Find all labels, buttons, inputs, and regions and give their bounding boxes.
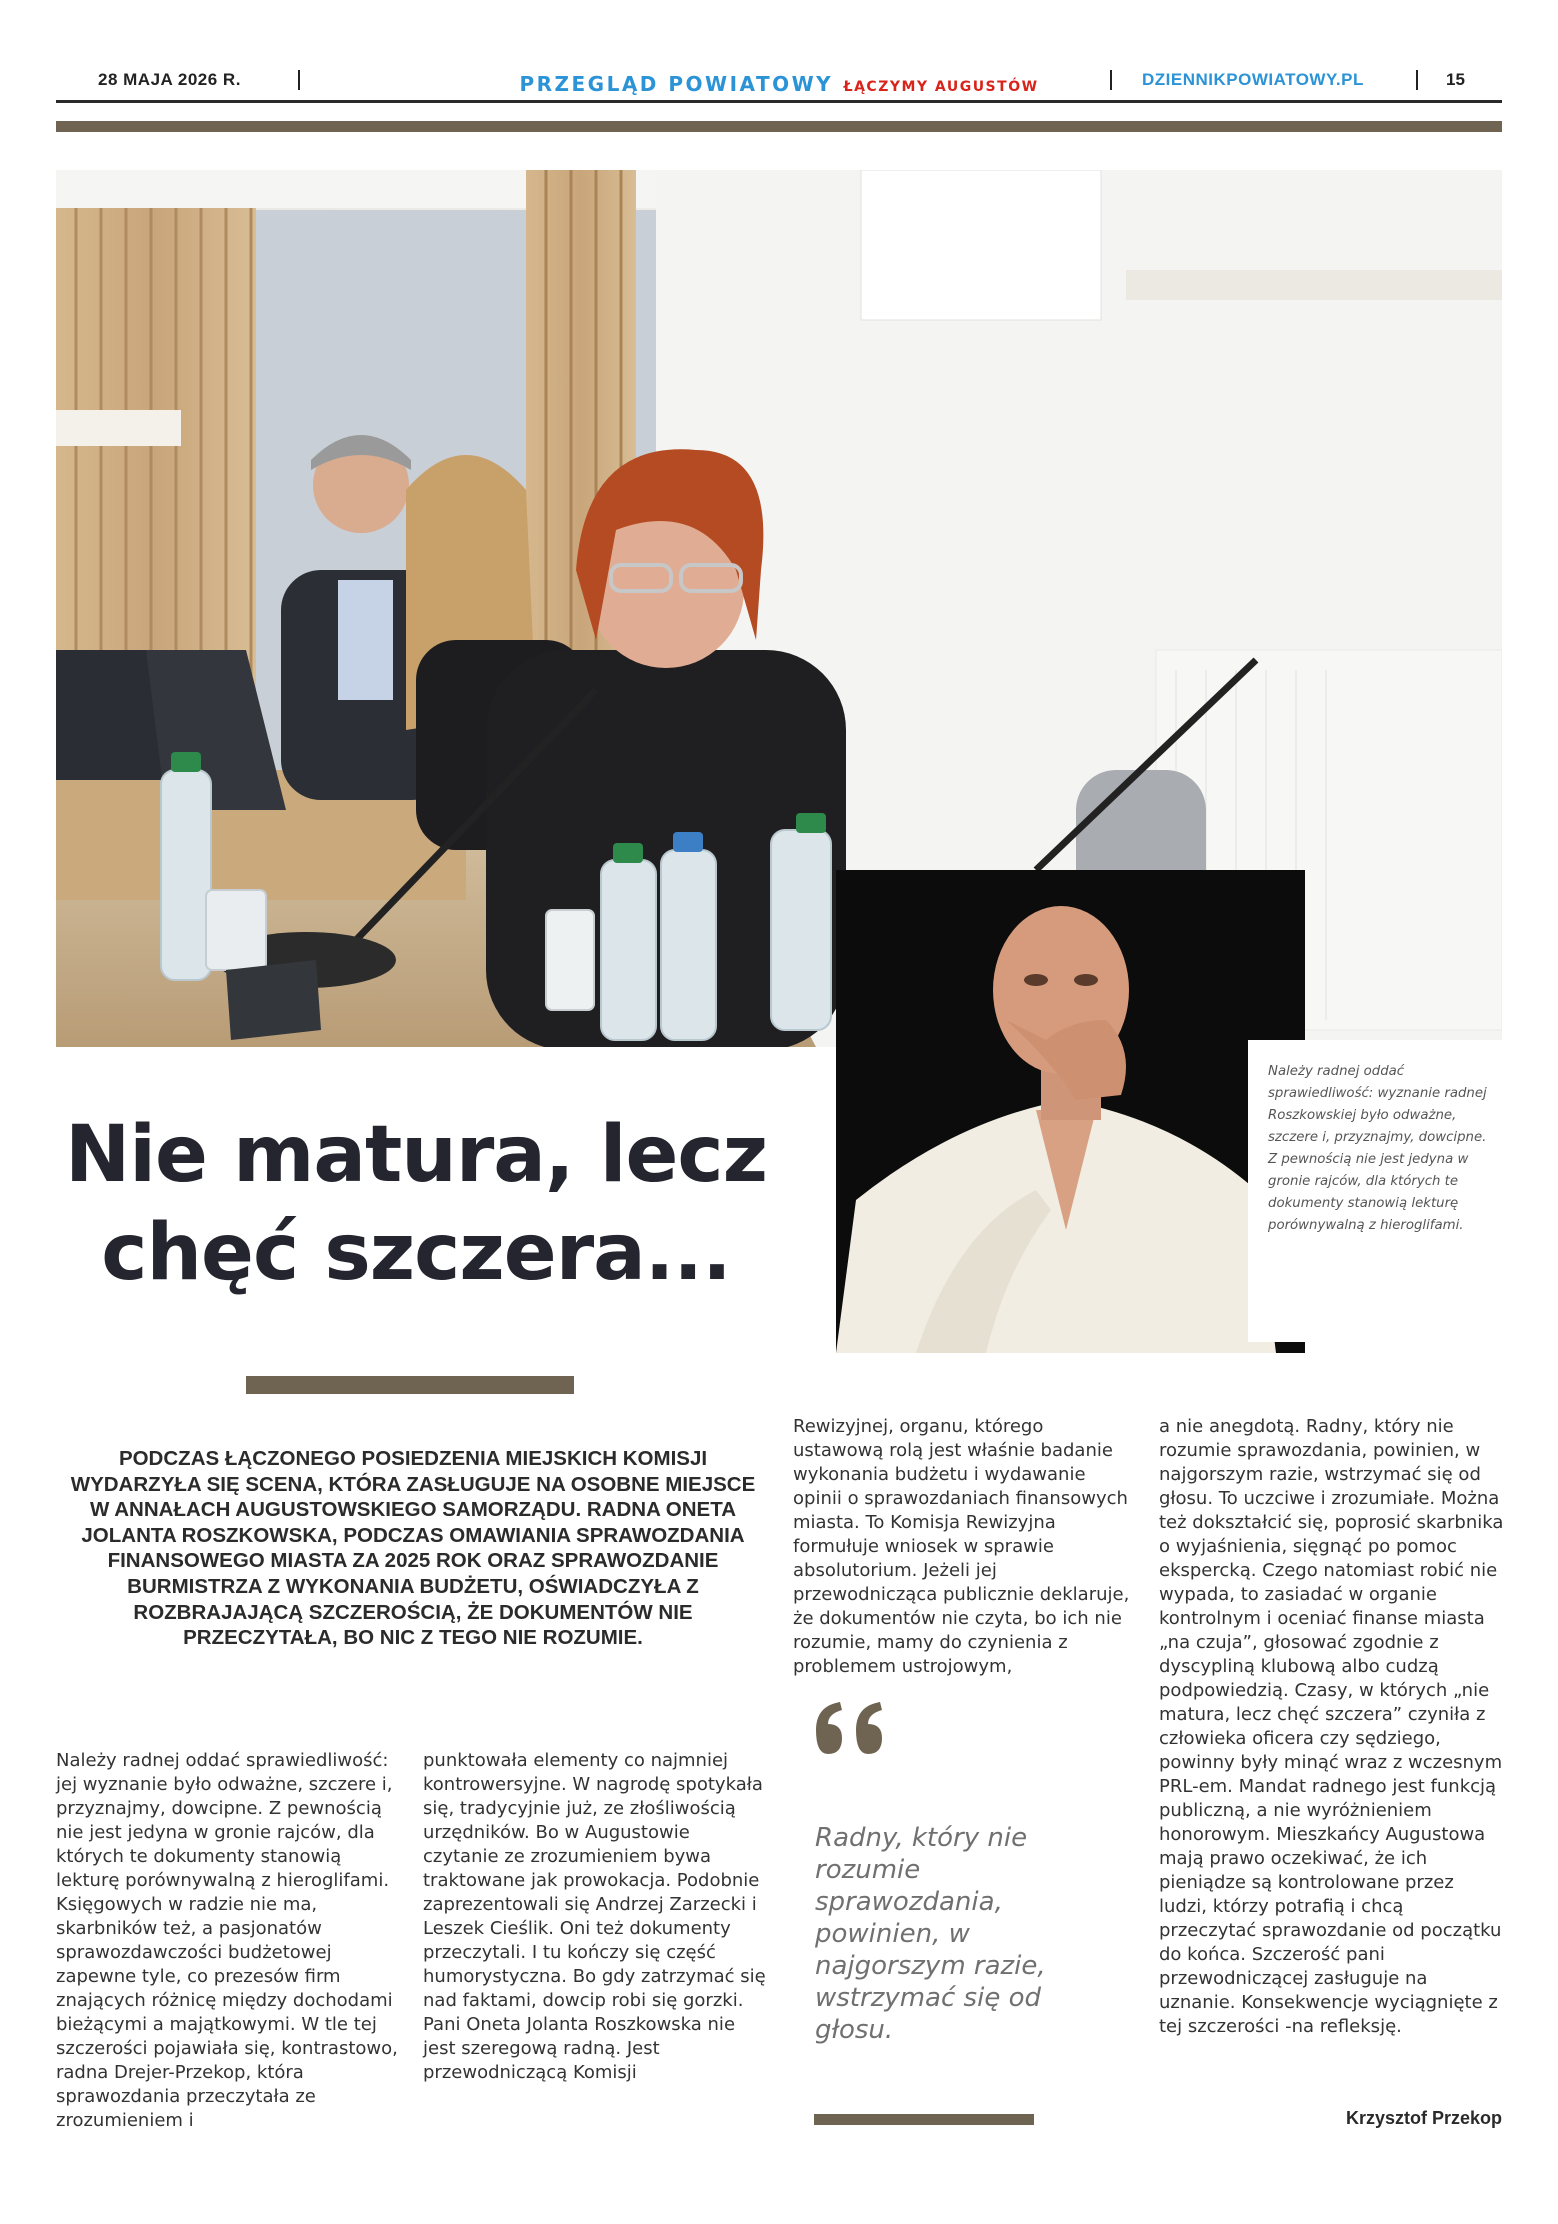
headline-accent-bar xyxy=(246,1376,574,1394)
body-column-4: a nie anegdotą. Radny, który nie rozumie sprawozdania, powinien, w najgorszym razie, wstrzymać się od głosu. To uczciwe i zrozumiałe. Można też dokształcić się, poprosić skarbnika o wyjaśnienia, sięgnąć po pomoc ekspercką. Czego natomiast robić nie wypada, to zasiadać w organie kontrolnym i oceniać finanse miasta „na czuja”, głosować zgodnie z dyscypliną klubową albo cudzą podpowiedzią. Czasy, w których „nie matura, lecz chęć szczera” czyniła z człowieka oficera czy sędziego, powinny były minąć wraz z wczesnym PRL-em. Mandat radnego jest funkcją publiczną, a nie wyróżnieniem honorowym. Mieszkańcy Augustowa mają prawo oczekiwać, że ich pieniądze są kontrolowane przez ludzi, którzy potrafią i chcą przeczytać sprawozdanie od początku do końca. Szczerość pani przewodniczącej zasługuje na uznanie. Konsekwencje wyciągnięte z tej szczerości -na refleksję. xyxy=(1159,1416,1504,2037)
pull-quote-bar xyxy=(814,2114,1034,2125)
issue-date: 28 MAJA 2026 R. xyxy=(98,70,241,89)
website-link[interactable]: DZIENNIKPOWIATOWY.PL xyxy=(1142,70,1364,89)
pull-quote: Radny, który nie rozumie sprawozdania, powinien, w najgorszym razie, wstrzymać się od głosu. xyxy=(815,1823,1046,2045)
page-number: 15 xyxy=(1446,70,1465,89)
body-column-3: Rewizyjnej, organu, którego ustawową rolą jest właśnie badanie wykonania budżetu i wydawanie opinii o sprawozdaniach finansowych miasta. To Komisja Rewizyjna formułuje wniosek w sprawie absolutorium. Jeżeli jej przewodnicząca publicznie deklaruje, że dokumentów nie czyta, bo ich nie rozumie, mamy do czynienia z problemem ustrojowym, xyxy=(793,1416,1130,1677)
publication-subtitle: ŁĄCZYMY AUGUSTÓW xyxy=(843,79,1039,95)
header-accent-bar xyxy=(56,121,1502,132)
photo-caption: Należy radnej oddać sprawiedliwość: wyznanie radnej Roszkowskiej było odważne, szczere i, przyznajmy, dowcipne. Z pewnością nie jest jedyna w gronie rajców, dla których te dokumenty stanowią lekturę porównywalną z hieroglifami. xyxy=(1268,1064,1487,1233)
headline-line-1: Nie matura, lecz xyxy=(65,1110,767,1200)
body-column-2: punktowała elementy co najmniej kontrowersyjne. W nagrodę spotykała się, tradycyjnie już, ze złośliwością urzędników. Bo w Augustowie czytanie ze zrozumieniem bywa traktowane jak prowokacja. Podobnie zaprezentowali się Andrzej Zarzecki i Leszek Cieślik. Oni też dokumenty przeczytali. I tu kończy się część humorystyczna. Bo gdy zatrzymać się nad faktami, dowcip robi się gorzki. Pani Oneta Jolanta Roszkowska nie jest szeregową radną. Jest przewodniczącą Komisji xyxy=(423,1750,766,2083)
body-column-1: Należy radnej oddać sprawiedliwość: jej wyznanie było odważne, szczere i, przyznajmy, dowcipne. Z pewnością nie jest jedyna w gronie rajców, dla których te dokumenty stanowią lekturę porównywalną z hieroglifami. Księgowych w radzie nie ma, skarbników też, a pasjonatów sprawozdawczości budżetowej zapewne tyle, co prezesów firm znających różnicę między dochodami bieżącymi a majątkowymi. W tle tej szczerości pojawiała się, kontrastowo, radna Drejer-Przekop, która sprawozdania przeczytała ze zrozumieniem i xyxy=(56,1750,398,2131)
portrait-image xyxy=(836,870,1305,1353)
article-headline xyxy=(56,1106,776,1302)
header-divider xyxy=(1416,70,1418,90)
header-rule xyxy=(56,100,1502,103)
publication-title: PRZEGLĄD POWIATOWY xyxy=(519,72,834,96)
header-divider xyxy=(1110,70,1112,90)
headline-line-2: chęć szczera... xyxy=(101,1208,731,1298)
author-byline: Krzysztof Przekop xyxy=(1345,2108,1502,2128)
inset-portrait-photo xyxy=(836,870,1305,1353)
quote-mark-icon xyxy=(812,1700,892,1756)
article-lead: PODCZAS ŁĄCZONEGO POSIEDZENIA MIEJSKICH KOMISJI WYDARZYŁA SIĘ SCENA, KTÓRA ZASŁUGUJE NA OSOBNE MIEJSCE W ANNAŁACH AUGUSTOWSKIEGO SAMORZĄDU. RADNA ONETA JOLANTA ROSZKOWSKA, PODCZAS OMAWIANIA SPRAWOZDANIA FINANSOWEGO MIASTA ZA 2025 ROK ORAZ SPRAWOZDANIE BURMISTRZA Z WYKONANIA BUDŻETU, OŚWIADCZYŁA Z ROZBRAJAJĄCĄ SZCZEROŚCIĄ, ŻE DOKUMENTÓW NIE PRZECZYTAŁA, BO NIC Z TEGO NIE ROZUMIE. xyxy=(70,1447,756,1650)
